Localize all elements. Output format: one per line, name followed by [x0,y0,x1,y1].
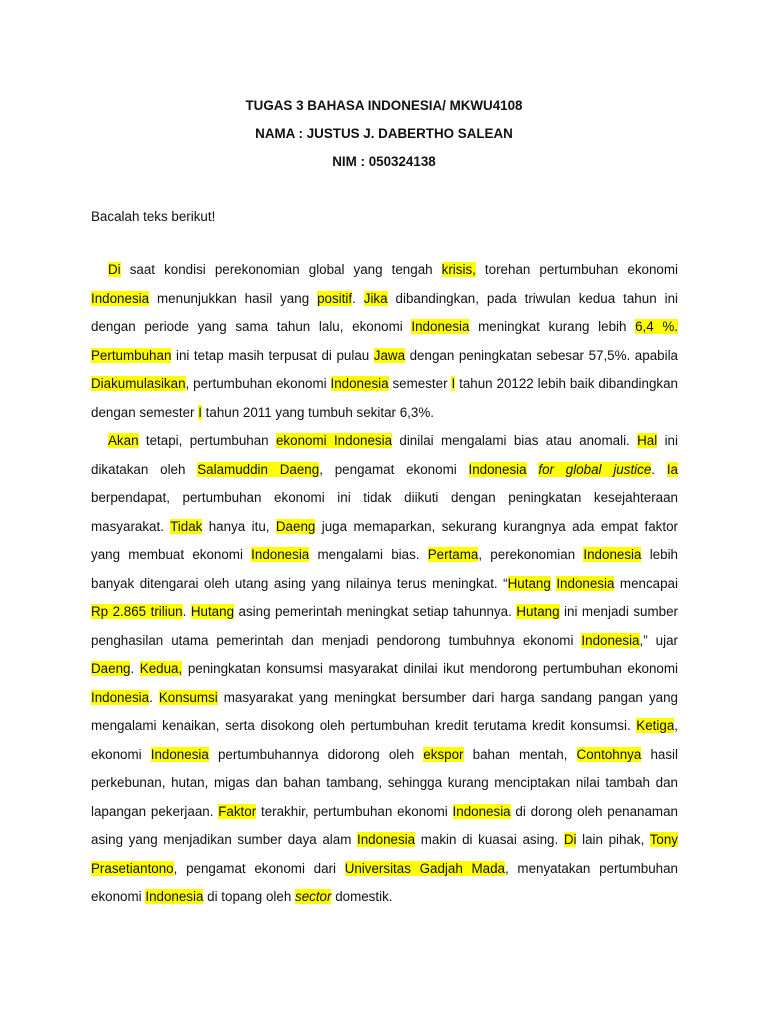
highlighted-text: Jawa [373,347,406,363]
highlighted-text: positif [317,290,353,306]
highlighted-text: Faktor [218,803,257,819]
highlighted-text: Indonesia [91,290,150,306]
body-text-segment: . [149,689,159,705]
body-text-segment: domestik. [331,889,393,904]
highlighted-text: Hutang [516,604,560,619]
body-text-segment: di topang oleh [203,889,295,904]
body-text-segment: dibandingkan, pada triwulan kedua tahun ini dengan periode yang sama tahun lalu, ekonomi [91,290,678,334]
body-text-segment: masyarakat yang meningkat bersumber dari harga sandang pangan yang mengalami kenaikan, serta disokong oleh pertumbuhan kredit terutama kredit konsumsi. [91,689,678,733]
body-text-segment [527,462,539,477]
body-text-segment: mengalami bias. [309,547,428,562]
highlighted-text: Hal [637,433,658,448]
highlighted-text: Tony Prasetiantono [91,832,678,876]
body-text-segment: dengan peningkatan sebesar 57,5%. apabila [405,347,678,363]
student-nim: NIM : 050324138 [332,154,436,169]
body-text-segment: . [182,604,191,619]
paragraph-2 [91,427,678,912]
highlighted-text: Indonesia [583,547,642,562]
body-text-segment: , perekonomian [478,547,584,562]
highlighted-text: for global justice [538,461,652,477]
body-text-segment: , pengamat ekonomi [319,461,469,477]
highlighted-text: krisis, [441,262,476,277]
body-text-segment: makin di kuasai asing. [415,832,564,847]
body-text-segment: , ekonomi [91,718,678,762]
highlighted-text: Pertama [427,547,479,562]
highlighted-text: I [451,376,456,391]
body-text-segment: ,” ujar [639,632,678,648]
body-text-segment: di dorong oleh penanaman asing yang menjadikan sumber daya alam [91,803,678,847]
highlighted-text: ekspor [423,746,464,762]
highlighted-text: Kedua, [139,661,183,676]
paragraph-1 [91,256,678,427]
body-text-segment: lebih banyak ditengarai oleh utang asing yang nilainya terus meningkat. “ [91,547,678,591]
highlighted-text: Di [108,262,121,277]
highlighted-text: sector [295,889,332,904]
body-text-segment: asing pemerintah meningkat setiap tahunnya. [234,604,517,619]
body-text-segment: torehan pertumbuhan ekonomi [475,262,678,277]
highlighted-text: Ia [666,461,678,477]
highlighted-text: Indonesia [581,632,640,648]
highlighted-text: Indonesia [91,689,150,705]
body-text-segment: , menyatakan pertumbuhan ekonomi [91,860,678,904]
highlighted-text: Indonesia [330,376,389,391]
highlighted-text: Salamuddin Daeng [197,461,320,477]
highlighted-text: Diakumulasikan [91,376,186,391]
highlighted-text: Tidak [170,518,203,534]
body-text-segment: . [651,461,667,477]
body-text-segment: ini tetap masih terpusat di pulau [171,347,374,363]
highlighted-text: Indonesia [357,832,416,847]
highlighted-text: Hutang [190,604,235,619]
body-text-segment: semester [388,376,452,391]
body-text-segment: peningkatan konsumsi masyarakat dinilai ikut mendorong pertumbuhan ekonomi [182,661,678,676]
body-text-segment: dinilai mengalami bias atau anomali. [392,433,638,448]
highlighted-text: Di [563,832,577,847]
body-text-segment: . [130,661,140,676]
highlighted-text: ekonomi Indonesia [275,433,393,448]
highlighted-text: Konsumsi [158,689,218,705]
highlighted-text: Universitas Gadjah Mada [344,860,505,876]
body-text-segment: mencapai [614,575,678,591]
highlighted-text: Akan [108,433,139,448]
body-text-segment: ini dikatakan oleh [91,433,678,477]
highlighted-text: Indonesia [251,547,310,562]
body-text-segment: berpendapat, pertumbuhan ekonomi ini tidak diikuti dengan peningkatan kesejahteraan masyarakat. [91,490,678,534]
highlighted-text: Jika [363,290,388,306]
body-text-segment: terakhir, pertumbuhan ekonomi [256,803,453,819]
highlighted-text: Rp 2.865 triliun [91,604,183,619]
article-body [91,256,678,912]
body-text-segment: menunjukkan hasil yang [149,290,318,306]
highlighted-text: Indonesia [468,461,527,477]
body-text-segment: juga memaparkan, sekurang kurangnya ada empat faktor yang membuat ekonomi [91,518,678,562]
document-header [0,92,768,176]
highlighted-text: Daeng [91,661,131,676]
body-text-segment: bahan mentah, [463,746,577,762]
body-text-segment: lain pihak, [576,832,650,847]
instruction-text: Bacalah teks berikut! [91,209,216,224]
highlighted-text: Indonesia [411,319,470,334]
body-text-segment: hasil perkebunan, hutan, migas dan bahan tambang, sehingga kurang menciptakan nilai tambah dan lapangan pekerjaan. [91,746,678,819]
highlighted-text: 6,4 %. [635,319,678,334]
body-text-segment: saat kondisi perekonomian global yang tengah [120,262,442,277]
body-text-segment: meningkat kurang lebih [469,319,636,334]
highlighted-text: Indonesia [556,575,615,591]
highlighted-text: Indonesia [452,803,511,819]
body-text-segment: , pengamat ekonomi dari [173,860,345,876]
highlighted-text: Ketiga [636,718,675,733]
highlighted-text: Daeng [275,518,316,534]
highlighted-text: Contohnya [576,746,642,762]
body-text-segment: ini menjadi sumber penghasilan utama pemerintah dan menjadi pendorong tumbuhnya ekonomi [91,604,678,648]
highlighted-text: Pertumbuhan [91,347,172,363]
assignment-title: TUGAS 3 BAHASA INDONESIA/ MKWU4108 [245,98,523,113]
body-text-segment: . [352,290,364,306]
body-text-segment: hanya itu, [202,518,276,534]
highlighted-text: I [198,404,202,420]
body-text-segment: pertumbuhannya didorong oleh [208,746,424,762]
body-text-segment: tahun 20122 lebih baik dibandingkan dengan semester [91,376,678,420]
highlighted-text: Indonesia [150,746,209,762]
body-text-segment: tahun 2011 yang tumbuh sekitar 6,3%. [201,404,434,420]
highlighted-text: Hutang [507,575,551,591]
highlighted-text: Indonesia [145,889,204,904]
student-name: NAMA : JUSTUS J. DABERTHO SALEAN [255,126,513,141]
body-text-segment: , pertumbuhan ekonomi [185,376,331,391]
body-text-segment: tetapi, pertumbuhan [138,433,276,448]
